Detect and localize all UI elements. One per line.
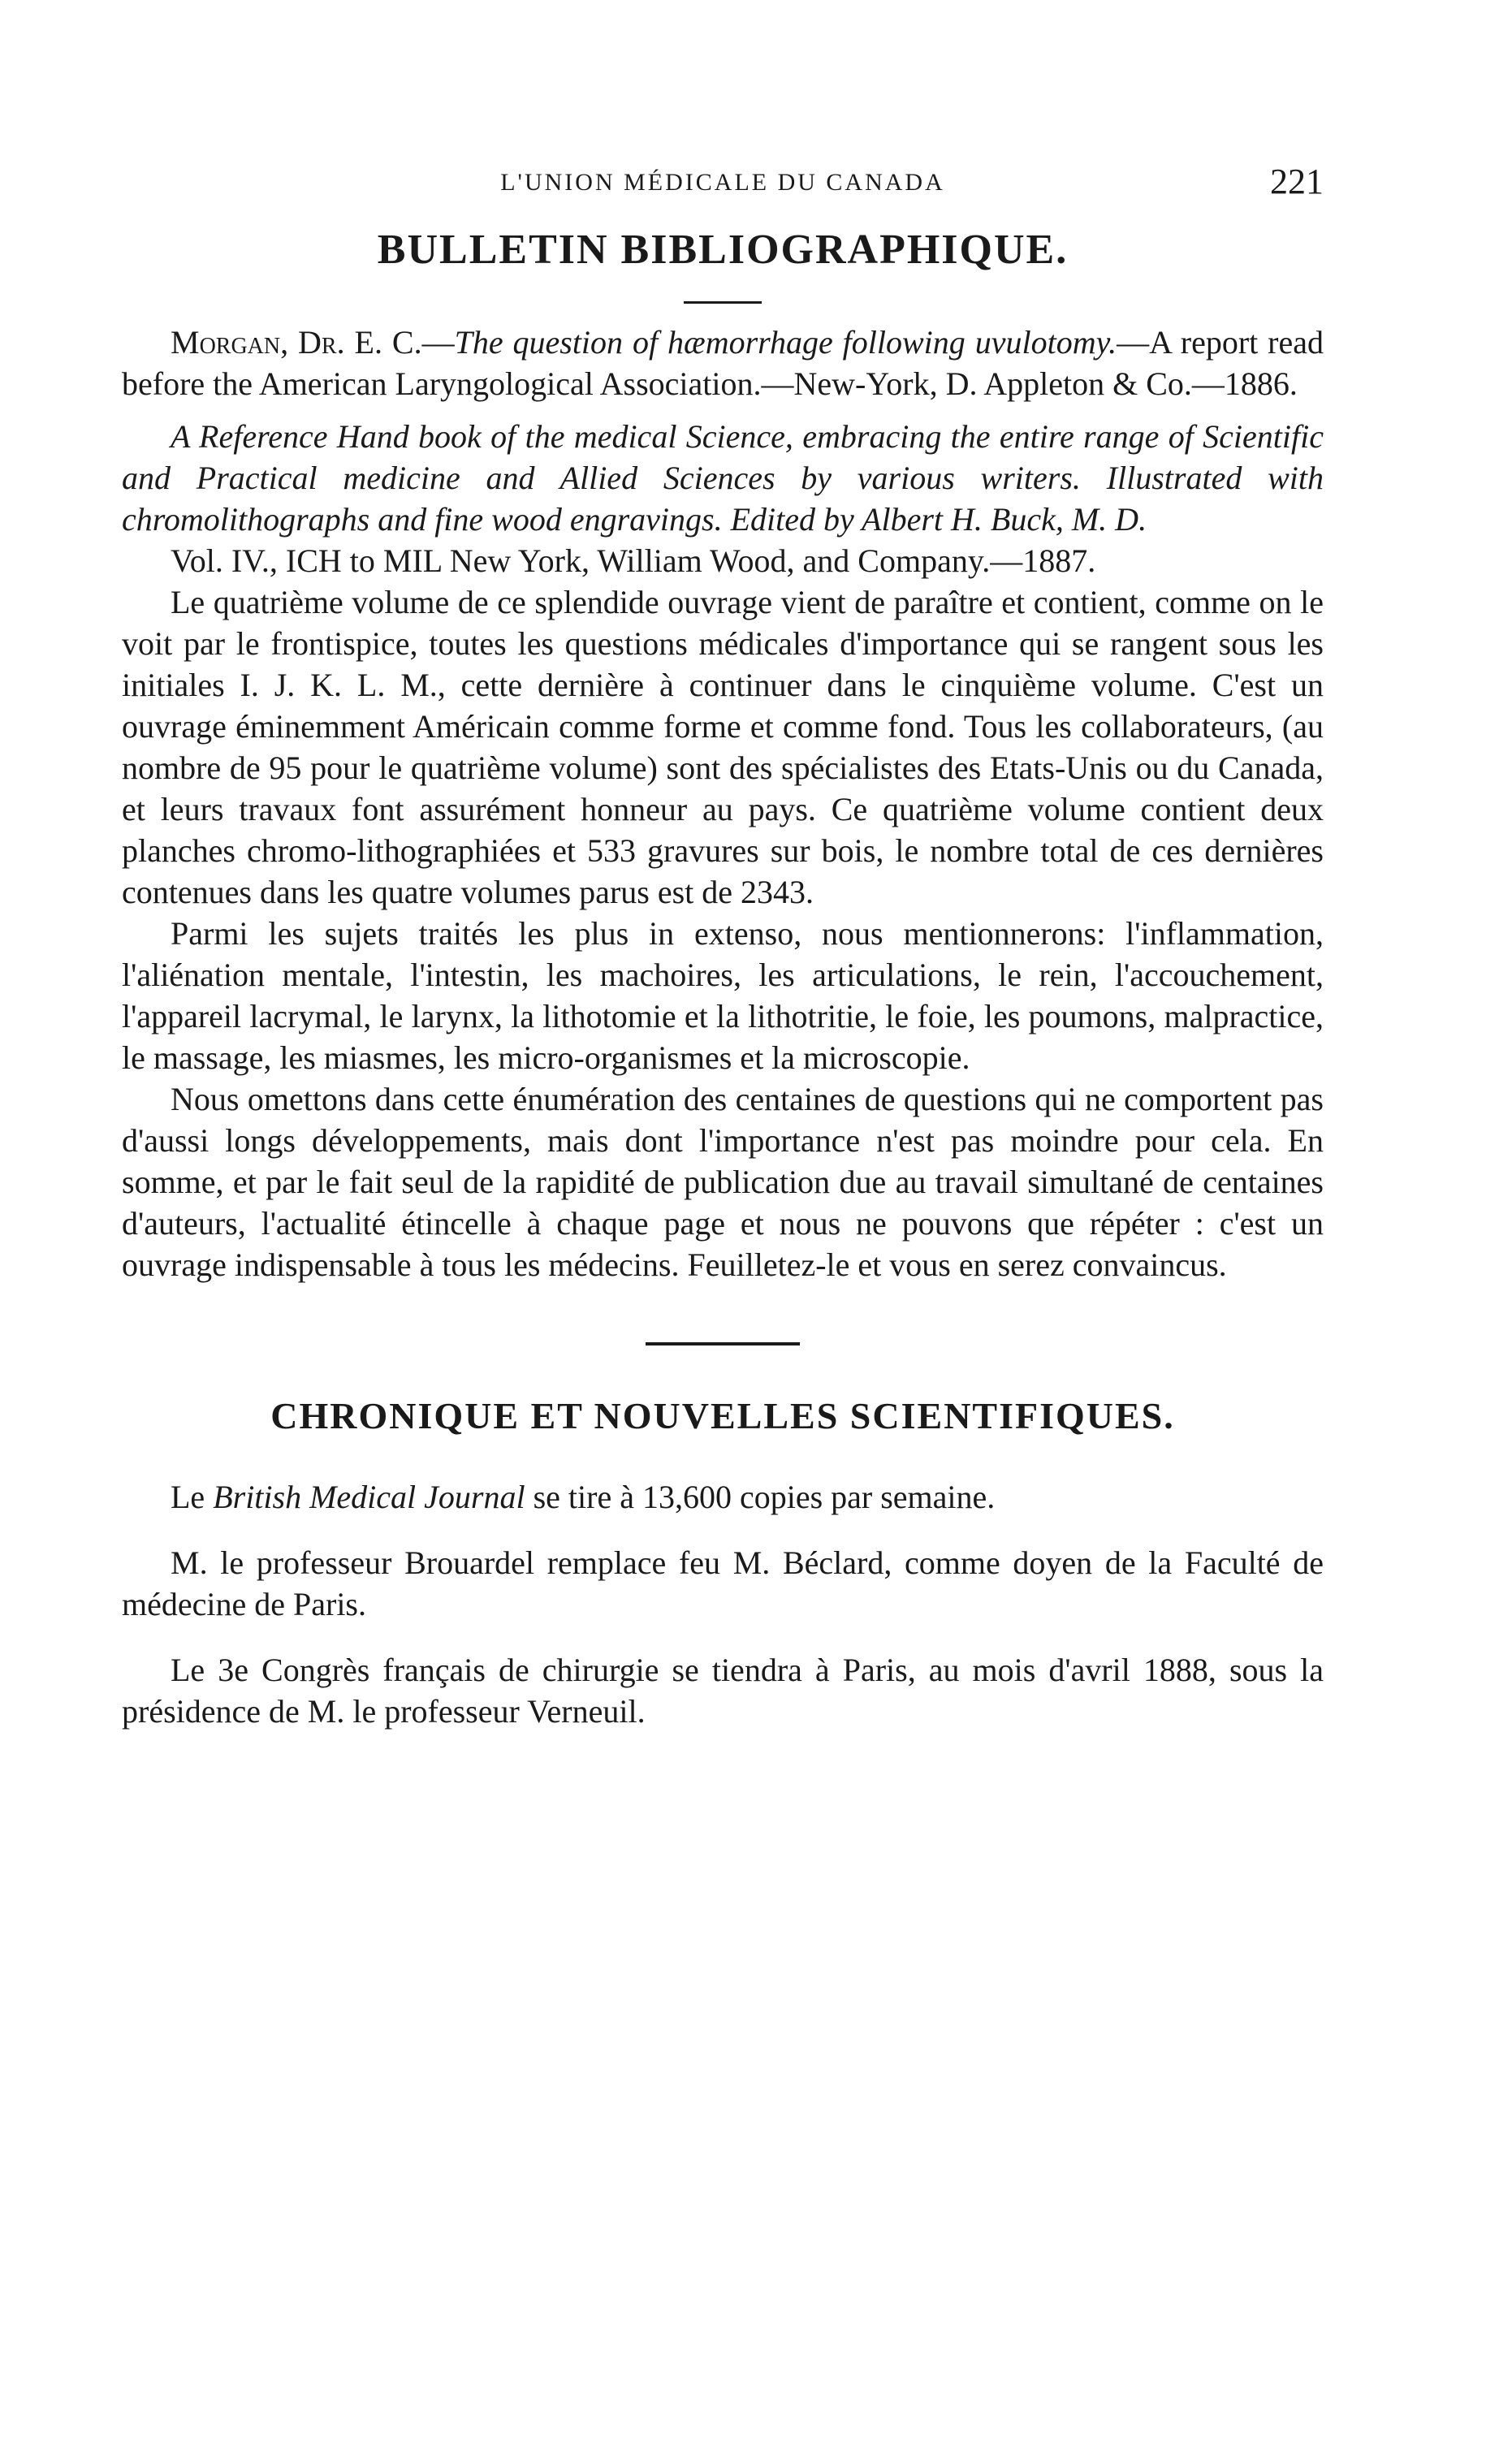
entry-1-author: Morgan, Dr. E. C.	[171, 324, 422, 361]
entry-1-dash: —	[421, 324, 455, 361]
news-item-text: Le	[171, 1479, 214, 1515]
entry-2-title: A Reference Hand book of the medical Science, embracing the entire range of Scientific and Practical medicine and Allied Sciences by various writers. Illustrated with chromolithographs and fine wood engravings. Edited by Albert H. Buck, M. D.	[122, 418, 1324, 538]
bibliography-entry-1	[122, 322, 1324, 404]
review-paragraph: Le quatrième volume de ce splendide ouvrage vient de paraître et contient, comme on le voit par le frontispice, toutes les questions médicales d'importance qui se rangent sous les initiales I. J. K. L. M., cette dernière à continuer dans le cinquième volume. C'est un ouvrage éminemment Américain comme forme et comme fond. Tous les collaborateurs, (au nombre de 95 pour le quatrième volume) sont des spécialistes des Etats-Unis ou du Canada, et leurs travaux font assurément honneur au pays. Ce quatrième volume contient deux planches chromo-lithographiées et 533 gravures sur bois, le nombre total de ces dernières contenues dans les quatre volumes parus est de 2343.	[122, 584, 1324, 910]
entry-1-rest: —A report read before the American Laryngological Association.—New-York, D. Appleton & Co.—1886.	[122, 324, 1324, 402]
news-item-text: se tire à 13,600 copies par semaine.	[525, 1479, 996, 1515]
entry-2-publication: Vol. IV., ICH to MIL New York, William Wood, and Company.—1887.	[171, 542, 1096, 579]
news-item-journal: British Medical Journal	[213, 1479, 525, 1515]
running-title: L'UNION MÉDICALE DU CANADA	[500, 169, 945, 196]
news-item-text: M. le professeur Brouardel remplace feu M. Béclard, comme doyen de la Faculté de médecine de Paris.	[122, 1544, 1324, 1622]
entry-1-text	[122, 322, 1324, 404]
news-item	[122, 1476, 1324, 1518]
running-header	[122, 154, 1324, 211]
document-page	[122, 154, 1324, 1756]
review-text	[122, 581, 1324, 1285]
section-divider	[646, 1342, 800, 1345]
news-list	[122, 1476, 1324, 1732]
news-item-text: Le 3e Congrès français de chirurgie se tiendra à Paris, au mois d'avril 1888, sous la présidence de M. le professeur Verneuil.	[122, 1652, 1324, 1730]
bulletin-title: BULLETIN BIBLIOGRAPHIQUE.	[377, 227, 1069, 273]
chronique-title: CHRONIQUE ET NOUVELLES SCIENTIFIQUES.	[270, 1395, 1175, 1436]
bibliography-entry-2	[122, 416, 1324, 581]
news-item	[122, 1649, 1324, 1732]
news-item	[122, 1542, 1324, 1625]
review-paragraph: Parmi les sujets traités les plus in extenso, nous mentionnerons: l'inflammation, l'aliénation mentale, l'intestin, les machoires, les articulations, le rein, l'accouchement, l'appareil lacrymal, le larynx, la lithotomie et la lithotritie, le foie, les poumons, malpractice, le massage, les miasmes, les micro-organismes et la microscopie.	[122, 915, 1324, 1076]
short-divider	[684, 301, 762, 304]
page-number: 221	[1270, 162, 1324, 201]
entry-1-title: The question of hæmorrhage following uvulotomy.	[454, 324, 1117, 361]
review-paragraph: Nous omettons dans cette énumération des centaines de questions qui ne comportent pas d'aussi longs développements, mais dont l'importance n'est pas moindre pour cela. En somme, et par le fait seul de la rapidité de publication due au travail simultané de centaines d'auteurs, l'actualité étincelle à chaque page et nous ne pouvons que répéter : c'est un ouvrage indispensable à tous les médecins. Feuilletez-le et vous en serez convaincus.	[122, 1081, 1324, 1283]
